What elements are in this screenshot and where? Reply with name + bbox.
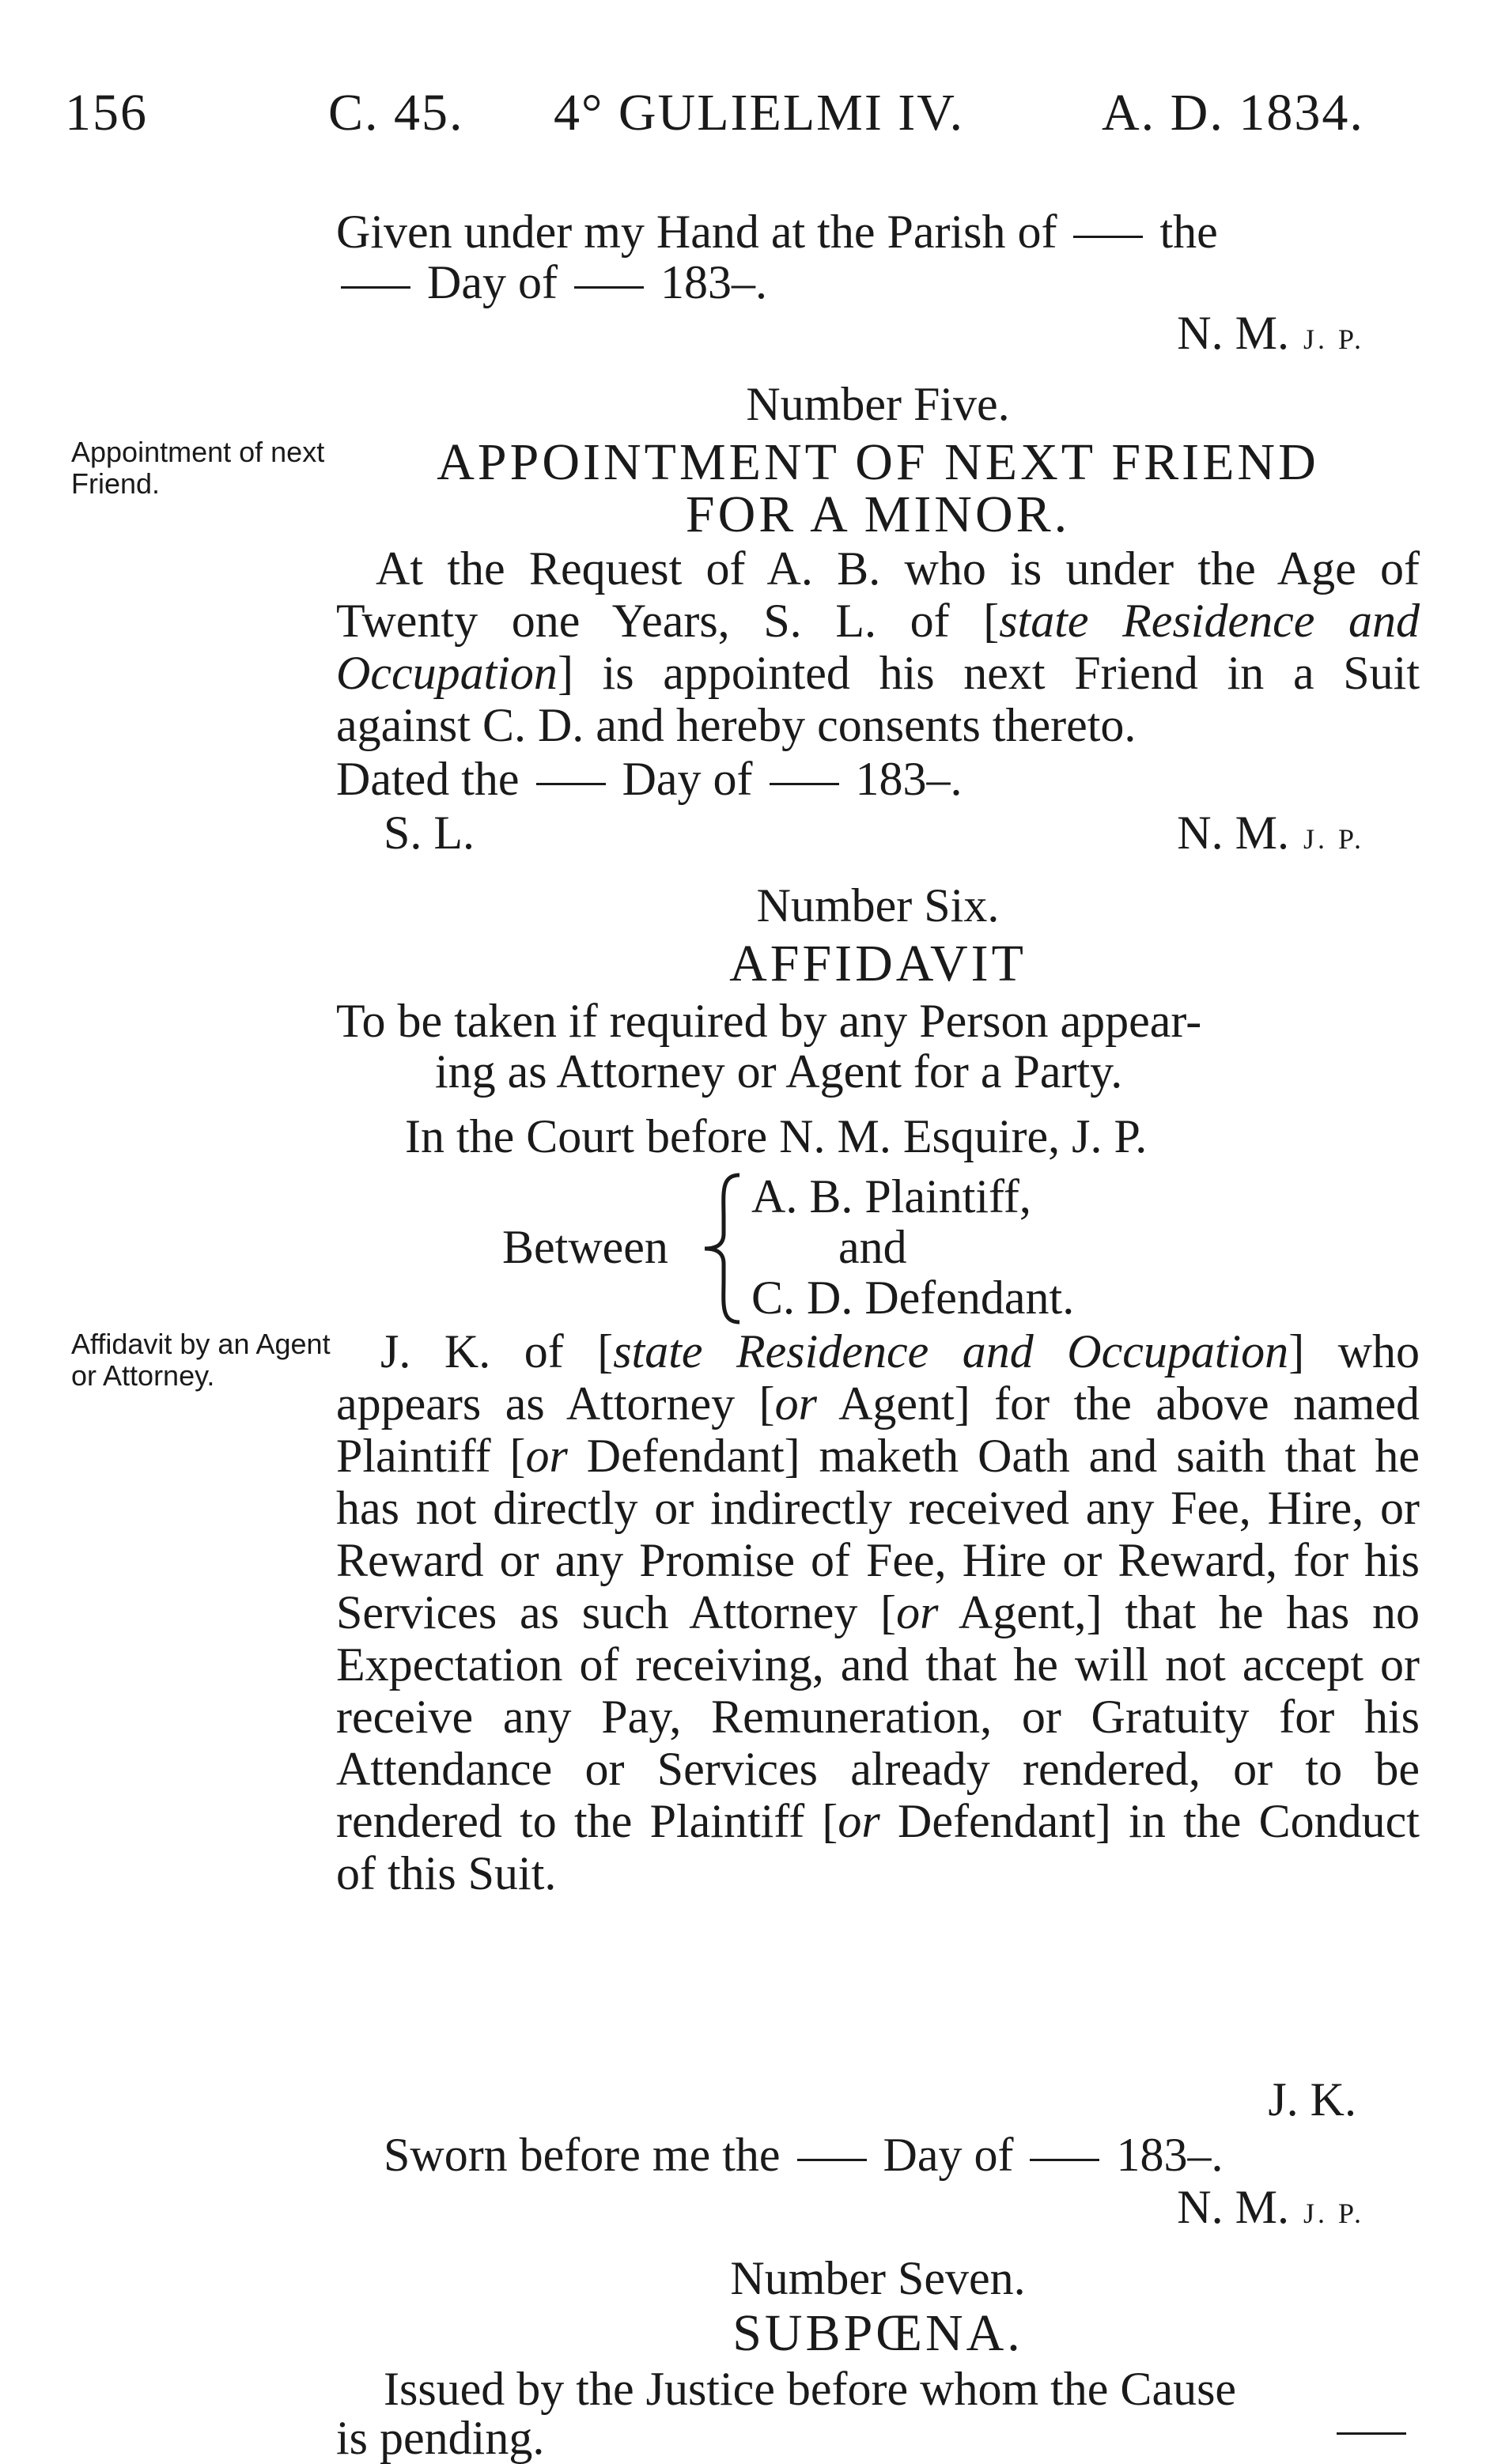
signature-title: J. P.	[1303, 323, 1364, 355]
form6-margin-note: Affidavit by an Agent or Attorney.	[71, 1328, 331, 1392]
intro-line-1-end: the	[1159, 206, 1218, 258]
trailing-rule	[1337, 2432, 1406, 2435]
form7-line-2	[336, 2412, 1420, 2464]
form6-number: Number Six.	[756, 879, 1000, 932]
blank-line	[797, 2159, 867, 2161]
aff-text-2: ] who appears as Attorney [	[336, 1325, 1420, 1430]
form5-para-text-2: ] is appointed his next Friend in a Suit against C. D. and hereby consents thereto.	[336, 647, 1420, 751]
party-plaintiff: A. B. Plaintiff,	[751, 1170, 1031, 1223]
curly-brace	[700, 1170, 747, 1327]
chapter-number: C. 45.	[328, 84, 464, 142]
running-date: A. D. 1834.	[1102, 84, 1364, 142]
form5-heading-1: APPOINTMENT OF NEXT FRIEND	[437, 433, 1319, 491]
form6-court: In the Court before N. M. Esquire, J. P.	[405, 1110, 1148, 1162]
intro-signature	[336, 307, 1364, 365]
signature-initials: N. M.	[1177, 2181, 1289, 2233]
form5-sig-right	[336, 807, 1364, 865]
form5-margin-note: Appointment of next Friend.	[71, 436, 325, 500]
blank-line	[1073, 236, 1143, 238]
dated-day-of: Day of	[622, 753, 753, 805]
party-and: and	[838, 1221, 907, 1273]
form5-heading-2: FOR A MINOR.	[685, 486, 1071, 543]
signature-title: J. P.	[1303, 2198, 1364, 2229]
running-title: 4° GULIELMI IV.	[554, 84, 964, 142]
intro-line-1-text: Given under my Hand at the Parish of	[336, 206, 1057, 258]
dated-text: Dated the	[336, 753, 520, 805]
aff-italic-2: or	[774, 1377, 817, 1430]
sworn-line	[384, 2129, 1467, 2181]
intro-line-2-text: Day of	[427, 256, 558, 308]
between-label: Between	[502, 1221, 668, 1273]
aff-italic-4: or	[896, 1586, 939, 1638]
form7-line-2-text: is pending.	[336, 2412, 545, 2464]
form5-number: Number Five.	[746, 378, 1010, 430]
form5-para-text-1: At the Request of A. B. who is under the Age of Twenty one Years, S. L. of [	[336, 542, 1420, 647]
form7-heading: SUBPŒNA.	[732, 2304, 1023, 2362]
form5-para-italic: state Residence and Occupation	[336, 595, 1420, 699]
blank-line	[341, 286, 410, 289]
aff-text-4: Defendant] maketh Oath and saith that he has not directly or indirectly received any Fee, Hire, or Reward or any Promise of Fee, Hire or Reward, for his Services as such Attorney [	[336, 1430, 1420, 1638]
form6-heading: AFFIDAVIT	[729, 935, 1027, 992]
sworn-text: Sworn before me the	[384, 2129, 781, 2181]
sworn-year: 183–.	[1116, 2129, 1224, 2181]
aff-italic-3: or	[525, 1430, 568, 1482]
intro-line-2-end: 183–.	[660, 256, 767, 308]
aff-text-1: J. K. of [	[380, 1325, 614, 1377]
form7-line-1: Issued by the Justice before whom the Cause	[384, 2363, 1237, 2415]
blank-line	[536, 783, 606, 785]
signature-title: J. P.	[1303, 823, 1364, 855]
form7-number: Number Seven.	[730, 2252, 1026, 2304]
form5-paragraph	[336, 542, 1420, 751]
blank-line	[1030, 2159, 1099, 2161]
dated-year: 183–.	[855, 753, 963, 805]
intro-line-2	[336, 256, 1420, 308]
intro-line-1	[336, 206, 1420, 258]
form6-paragraph	[336, 1325, 1420, 1899]
signature-initials: N. M.	[1177, 307, 1289, 359]
aff-text-6: Defendant] in the Conduct of this Suit.	[336, 1795, 1420, 1899]
form5-sig-left: S. L.	[384, 807, 475, 859]
aff-italic-5: or	[838, 1795, 880, 1847]
blank-line	[574, 286, 644, 289]
aff-text-3: Agent] for the above named Plaintiff [	[336, 1377, 1420, 1482]
deponent-signature: J. K.	[1268, 2073, 1356, 2126]
party-defendant: C. D. Defendant.	[751, 1272, 1075, 1324]
page-number: 156	[65, 84, 148, 142]
blank-line	[770, 783, 839, 785]
signature-initials: N. M.	[1177, 807, 1289, 859]
sworn-day-of: Day of	[883, 2129, 1014, 2181]
form6-sub-2: ing as Attorney or Agent for a Party.	[435, 1045, 1123, 1098]
form6-sub-1: To be taken if required by any Person appear-	[336, 995, 1202, 1047]
form6-signature	[336, 2181, 1364, 2239]
form5-dated-line	[336, 753, 1420, 805]
parties-block	[502, 1170, 1214, 1328]
aff-italic-1: state Residence and Occupation	[613, 1325, 1289, 1377]
aff-text-5: Agent,] that he has no Expectation of receiving, and that he will not accept or receive any Pay, Remuneration, or Gratuity for his Attendance or Services already rendered, or to be rendered to the Plaintiff [	[336, 1586, 1420, 1847]
